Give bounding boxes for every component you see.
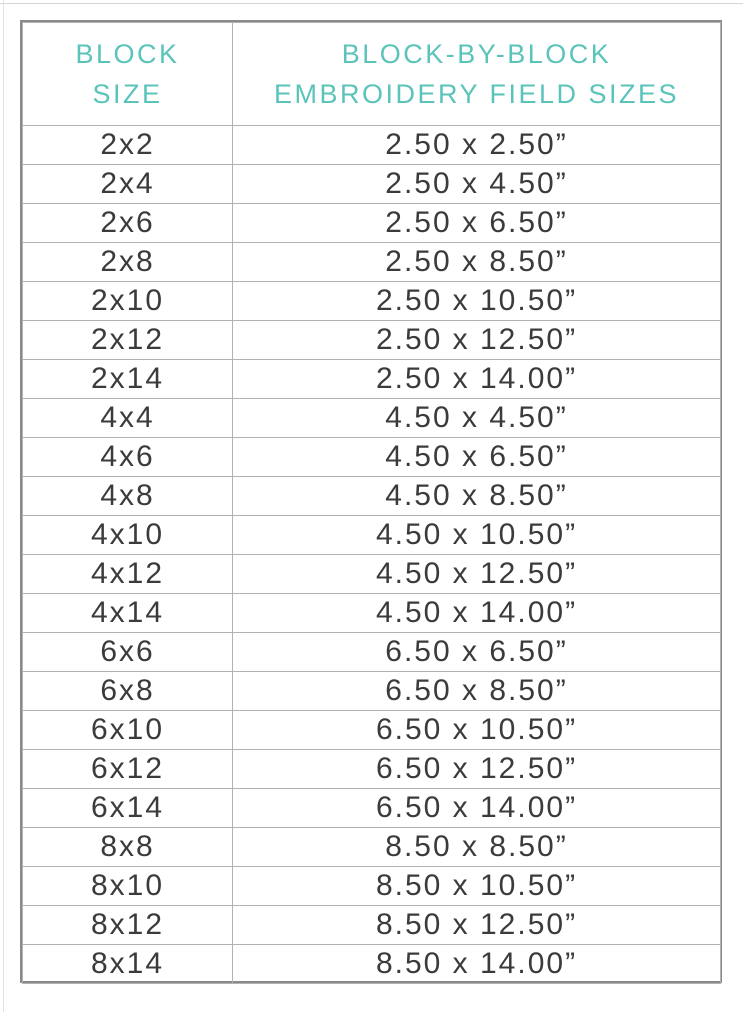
table-row bbox=[23, 711, 721, 750]
block-size-cell: 2x6 bbox=[23, 204, 233, 243]
block-size-cell: 2x12 bbox=[23, 321, 233, 360]
block-size-cell: 6x6 bbox=[23, 633, 233, 672]
field-size-cell: 2.50 x 2.50” bbox=[233, 126, 721, 165]
block-size-cell: 4x14 bbox=[23, 594, 233, 633]
table-row bbox=[23, 243, 721, 282]
table-body bbox=[23, 126, 721, 984]
table-row bbox=[23, 789, 721, 828]
block-size-cell: 4x4 bbox=[23, 399, 233, 438]
table-row bbox=[23, 633, 721, 672]
block-size-cell: 8x8 bbox=[23, 828, 233, 867]
block-size-cell: 2x2 bbox=[23, 126, 233, 165]
table-row bbox=[23, 906, 721, 945]
table-header-row bbox=[23, 23, 721, 126]
table-row bbox=[23, 867, 721, 906]
field-size-cell: 8.50 x 10.50” bbox=[233, 867, 721, 906]
field-size-cell: 4.50 x 14.00” bbox=[233, 594, 721, 633]
field-size-cell: 6.50 x 14.00” bbox=[233, 789, 721, 828]
field-size-cell: 4.50 x 6.50” bbox=[233, 438, 721, 477]
field-size-cell: 2.50 x 6.50” bbox=[233, 204, 721, 243]
field-size-cell: 8.50 x 12.50” bbox=[233, 906, 721, 945]
table-row bbox=[23, 594, 721, 633]
block-size-cell: 8x12 bbox=[23, 906, 233, 945]
field-size-cell: 4.50 x 4.50” bbox=[233, 399, 721, 438]
table-row bbox=[23, 477, 721, 516]
table-row bbox=[23, 126, 721, 165]
field-size-cell: 8.50 x 8.50” bbox=[233, 828, 721, 867]
table-row bbox=[23, 204, 721, 243]
block-size-cell: 2x4 bbox=[23, 165, 233, 204]
block-size-cell: 6x10 bbox=[23, 711, 233, 750]
block-size-cell: 4x10 bbox=[23, 516, 233, 555]
block-size-column-header bbox=[23, 23, 233, 126]
field-size-cell: 2.50 x 10.50” bbox=[233, 282, 721, 321]
table-row bbox=[23, 282, 721, 321]
field-size-cell: 2.50 x 8.50” bbox=[233, 243, 721, 282]
field-size-cell: 8.50 x 14.00” bbox=[233, 945, 721, 984]
table-row bbox=[23, 321, 721, 360]
field-size-header-line1: BLOCK-BY-BLOCK bbox=[341, 39, 612, 69]
table-row bbox=[23, 555, 721, 594]
table-row bbox=[23, 360, 721, 399]
field-size-cell: 6.50 x 12.50” bbox=[233, 750, 721, 789]
block-size-cell: 4x12 bbox=[23, 555, 233, 594]
table-row bbox=[23, 165, 721, 204]
table-row bbox=[23, 399, 721, 438]
page-edge-top-line bbox=[0, 3, 743, 4]
block-size-cell: 4x6 bbox=[23, 438, 233, 477]
block-size-header-line1: BLOCK bbox=[75, 39, 180, 69]
field-size-cell: 2.50 x 4.50” bbox=[233, 165, 721, 204]
table-row bbox=[23, 672, 721, 711]
block-size-cell: 8x14 bbox=[23, 945, 233, 984]
table-row bbox=[23, 828, 721, 867]
field-size-cell: 4.50 x 12.50” bbox=[233, 555, 721, 594]
field-size-cell: 6.50 x 6.50” bbox=[233, 633, 721, 672]
block-size-cell: 2x14 bbox=[23, 360, 233, 399]
block-size-cell: 4x8 bbox=[23, 477, 233, 516]
field-size-cell: 4.50 x 10.50” bbox=[233, 516, 721, 555]
table-row bbox=[23, 750, 721, 789]
field-size-cell: 4.50 x 8.50” bbox=[233, 477, 721, 516]
block-size-cell: 6x12 bbox=[23, 750, 233, 789]
field-size-cell: 6.50 x 10.50” bbox=[233, 711, 721, 750]
field-size-cell: 6.50 x 8.50” bbox=[233, 672, 721, 711]
embroidery-size-table bbox=[20, 20, 722, 983]
table-row bbox=[23, 438, 721, 477]
block-size-cell: 2x10 bbox=[23, 282, 233, 321]
block-size-cell: 6x8 bbox=[23, 672, 233, 711]
page-edge-left-line bbox=[3, 0, 4, 1012]
block-size-header-line2: SIZE bbox=[92, 79, 163, 109]
field-size-header-line2: EMBROIDERY FIELD SIZES bbox=[273, 79, 680, 109]
block-size-cell: 6x14 bbox=[23, 789, 233, 828]
field-size-cell: 2.50 x 12.50” bbox=[233, 321, 721, 360]
field-size-cell: 2.50 x 14.00” bbox=[233, 360, 721, 399]
block-size-cell: 2x8 bbox=[23, 243, 233, 282]
field-size-column-header bbox=[233, 23, 721, 126]
table-row bbox=[23, 945, 721, 984]
table-row bbox=[23, 516, 721, 555]
block-size-cell: 8x10 bbox=[23, 867, 233, 906]
size-table bbox=[22, 22, 721, 984]
